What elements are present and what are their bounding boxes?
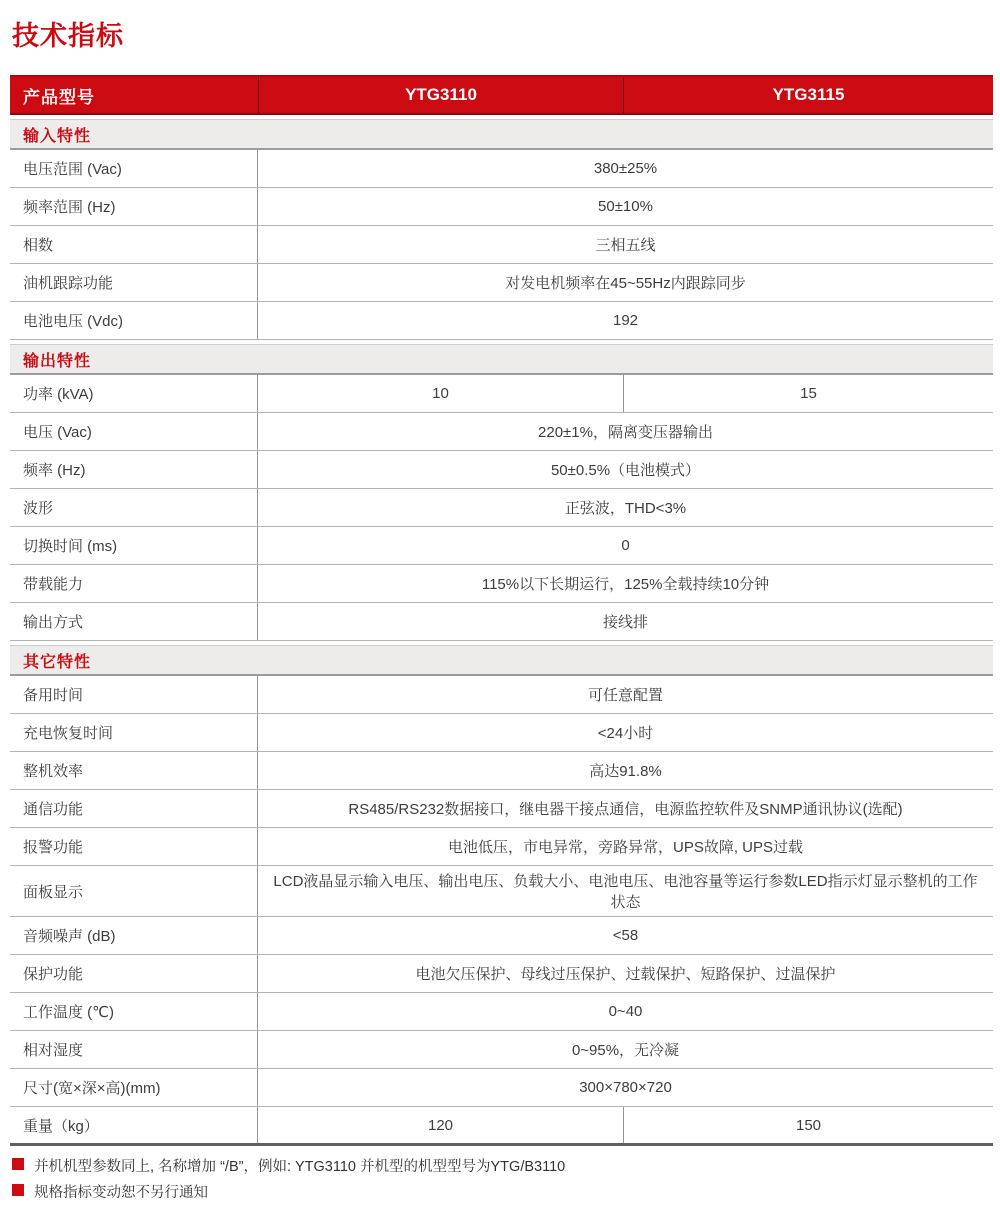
row-value-model2: 15 — [623, 375, 993, 412]
row-label: 报警功能 — [10, 828, 258, 865]
row-label: 切换时间 (ms) — [10, 527, 258, 564]
row-label: 尺寸(宽×深×高)(mm) — [10, 1069, 258, 1106]
row-value: 192 — [612, 312, 639, 329]
spec-row — [10, 676, 993, 714]
row-value: 115%以下长期运行，125%全载持续10分钟 — [481, 576, 770, 593]
row-label: 电池电压 (Vdc) — [10, 302, 258, 339]
footnote-text: 并机机型参数同上, 名称增加 “/B”，例如: YTG3110 并机型的机型型号为YTG/B3110 — [34, 1159, 566, 1175]
row-value: 0~40 — [608, 1003, 643, 1020]
row-value: 220±1%，隔离变压器输出 — [538, 424, 713, 441]
footnote-text: 规格指标变动恕不另行通知 — [34, 1185, 208, 1201]
row-label: 音频噪声 (dB) — [10, 917, 258, 954]
row-value: 300×780×720 — [579, 1079, 672, 1096]
row-label: 带载能力 — [10, 565, 258, 602]
row-label: 面板显示 — [10, 866, 258, 916]
row-value: 380±25% — [593, 160, 658, 177]
spec-row — [10, 955, 993, 993]
red-square-bullet-icon — [12, 1184, 24, 1196]
row-label: 电压 (Vac) — [10, 413, 258, 450]
red-square-bullet-icon — [12, 1158, 24, 1170]
row-label: 通信功能 — [10, 790, 258, 827]
row-value: LCD液晶显示输入电压、输出电压、负载大小、电池电压、电池容量等运行参数LED指示灯显示整机的工作状态 — [273, 873, 978, 911]
row-value: 电池欠压保护、母线过压保护、过载保护、短路保护、过温保护 — [415, 966, 836, 983]
row-value: 正弦波，THD<3% — [564, 500, 687, 517]
row-label: 输出方式 — [10, 603, 258, 640]
spec-row — [10, 993, 993, 1031]
page-title: 技术指标 — [12, 21, 124, 51]
header-model-ytg3110: YTG3110 — [258, 77, 623, 113]
model-header-row — [10, 75, 993, 115]
row-label: 整机效率 — [10, 752, 258, 789]
spec-row — [10, 527, 993, 565]
row-label: 油机跟踪功能 — [10, 264, 258, 301]
spec-row — [10, 790, 993, 828]
spec-row — [10, 1031, 993, 1069]
row-label: 相数 — [10, 226, 258, 263]
section-block — [10, 119, 993, 340]
spec-row — [10, 226, 993, 264]
row-label: 功率 (kVA) — [10, 375, 258, 412]
row-value: 对发电机频率在45~55Hz内跟踪同步 — [505, 275, 746, 292]
row-value: 50±0.5%（电池模式） — [550, 462, 701, 479]
footnotes — [10, 1155, 993, 1202]
row-value: 50±10% — [598, 198, 653, 215]
header-product-model-label: 产品型号 — [23, 87, 95, 107]
footnote-line — [10, 1181, 993, 1202]
spec-row — [10, 489, 993, 527]
spec-row — [10, 1107, 993, 1145]
row-value: 0~95%，无冷凝 — [571, 1042, 680, 1059]
row-label: 保护功能 — [10, 955, 258, 992]
spec-row — [10, 752, 993, 790]
spec-row — [10, 565, 993, 603]
spec-row — [10, 150, 993, 188]
spec-row — [10, 302, 993, 340]
footnote-line — [10, 1155, 993, 1176]
row-label: 充电恢复时间 — [10, 714, 258, 751]
row-value-model2: 150 — [623, 1107, 993, 1143]
section-header: 输入特性 — [10, 119, 993, 150]
section-block — [10, 645, 993, 1145]
row-label: 频率 (Hz) — [10, 451, 258, 488]
row-value: 0 — [621, 537, 630, 554]
spec-table — [10, 75, 993, 1146]
spec-row — [10, 917, 993, 955]
row-value: 接线排 — [602, 614, 648, 631]
spec-row — [10, 451, 993, 489]
spec-row — [10, 264, 993, 302]
row-label: 工作温度 (℃) — [10, 993, 258, 1030]
section-header: 输出特性 — [10, 344, 993, 375]
row-value: 可任意配置 — [587, 687, 663, 704]
header-model-ytg3115: YTG3115 — [623, 77, 993, 113]
section-header: 其它特性 — [10, 645, 993, 676]
row-value: <58 — [612, 927, 639, 944]
row-label: 重量（kg） — [10, 1107, 258, 1143]
spec-row — [10, 714, 993, 752]
spec-row — [10, 188, 993, 226]
spec-row — [10, 413, 993, 451]
row-value-model1: 120 — [427, 1116, 454, 1134]
spec-row — [10, 828, 993, 866]
spec-row — [10, 603, 993, 641]
row-label: 备用时间 — [10, 676, 258, 713]
row-value: 高达91.8% — [589, 763, 662, 780]
row-value: 电池低压，市电异常，旁路异常，UPS故障, UPS过载 — [447, 839, 804, 856]
row-label: 相对湿度 — [10, 1031, 258, 1068]
section-block — [10, 344, 993, 641]
row-label: 电压范围 (Vac) — [10, 150, 258, 187]
spec-row — [10, 1069, 993, 1107]
spec-row — [10, 866, 993, 917]
row-label: 频率范围 (Hz) — [10, 188, 258, 225]
row-label: 波形 — [10, 489, 258, 526]
row-value: RS485/RS232数据接口，继电器干接点通信，电源监控软件及SNMP通讯协议(选配) — [348, 801, 903, 818]
table-body — [10, 119, 993, 1146]
spec-row — [10, 375, 993, 413]
row-value-model1: 10 — [432, 385, 449, 402]
row-value: <24小时 — [597, 725, 654, 742]
row-value: 三相五线 — [595, 237, 656, 254]
